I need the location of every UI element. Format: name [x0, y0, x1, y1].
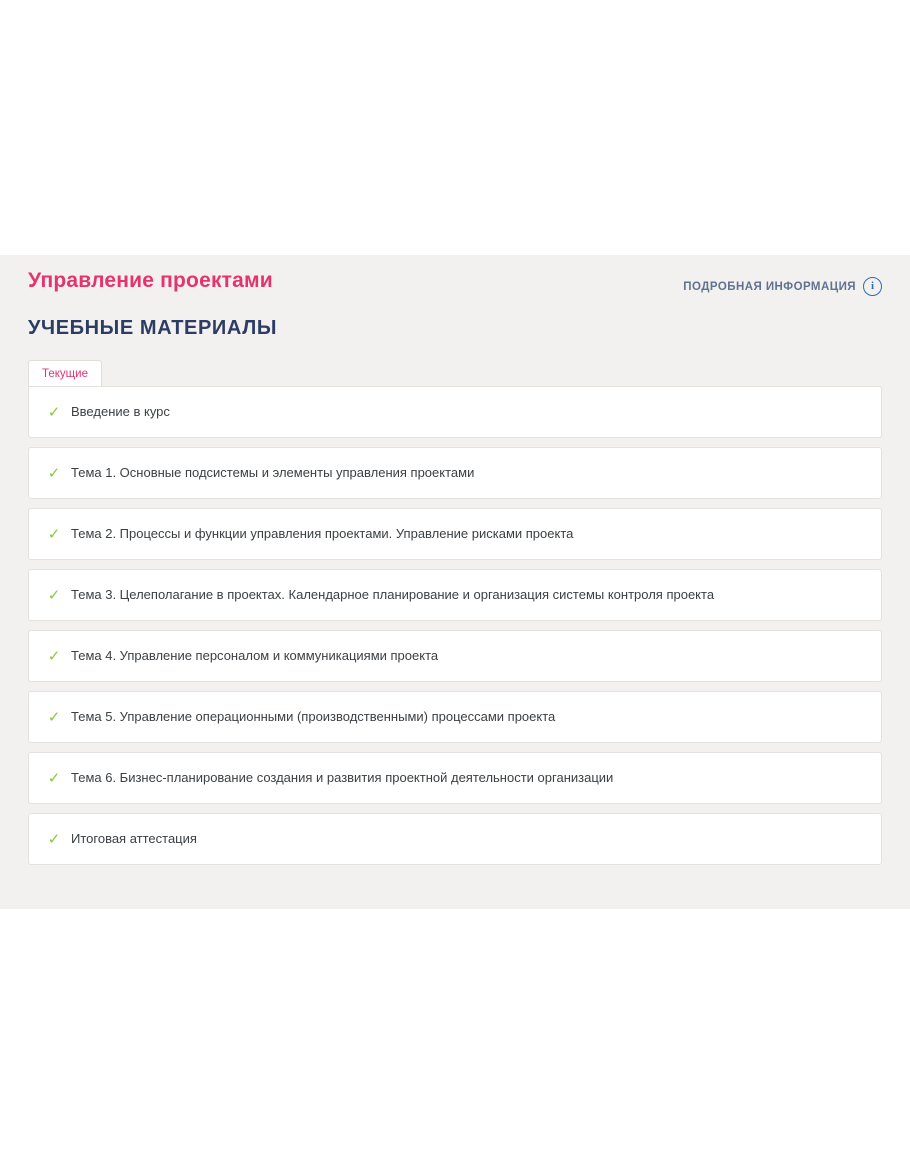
list-item-label: Тема 2. Процессы и функции управления проектами. Управление рисками проекта: [71, 525, 574, 541]
list-item[interactable]: [28, 569, 882, 621]
check-icon: ✓: [47, 464, 61, 482]
list-item[interactable]: [28, 752, 882, 804]
check-icon: ✓: [47, 769, 61, 787]
panel-inner: [0, 255, 910, 865]
list-item-label: Итоговая аттестация: [71, 830, 197, 846]
details-info-label: ПОДРОБНАЯ ИНФОРМАЦИЯ: [683, 280, 856, 293]
page-title: Управление проектами: [28, 269, 273, 292]
materials-list: [28, 386, 882, 865]
check-icon: ✓: [47, 525, 61, 543]
check-icon: ✓: [47, 647, 61, 665]
list-item-label: Тема 6. Бизнес-планирование создания и развития проектной деятельности организации: [71, 769, 614, 785]
check-icon: ✓: [47, 830, 61, 848]
check-icon: ✓: [47, 586, 61, 604]
info-icon[interactable]: i: [863, 277, 882, 296]
list-item-label: Тема 5. Управление операционными (производственными) процессами проекта: [71, 708, 556, 724]
tab-bar: [28, 360, 882, 386]
list-item[interactable]: [28, 386, 882, 438]
list-item[interactable]: [28, 691, 882, 743]
list-item-label: Тема 4. Управление персоналом и коммуникациями проекта: [71, 647, 439, 663]
list-item[interactable]: [28, 447, 882, 499]
list-item-label: Тема 3. Целеполагание в проектах. Календарное планирование и организация системы контроля проекта: [71, 586, 715, 602]
list-item-label: Введение в курс: [71, 403, 170, 419]
course-materials-panel: [0, 255, 910, 909]
section-title: УЧЕБНЫЕ МАТЕРИАЛЫ: [28, 317, 278, 339]
check-icon: ✓: [47, 403, 61, 421]
list-item[interactable]: [28, 508, 882, 560]
list-item-label: Тема 1. Основные подсистемы и элементы управления проектами: [71, 464, 475, 480]
check-icon: ✓: [47, 708, 61, 726]
panel-header: [28, 255, 882, 311]
list-item[interactable]: [28, 813, 882, 865]
tab-current[interactable]: Текущие: [28, 360, 102, 386]
list-item[interactable]: [28, 630, 882, 682]
details-info-link[interactable]: [683, 277, 882, 296]
